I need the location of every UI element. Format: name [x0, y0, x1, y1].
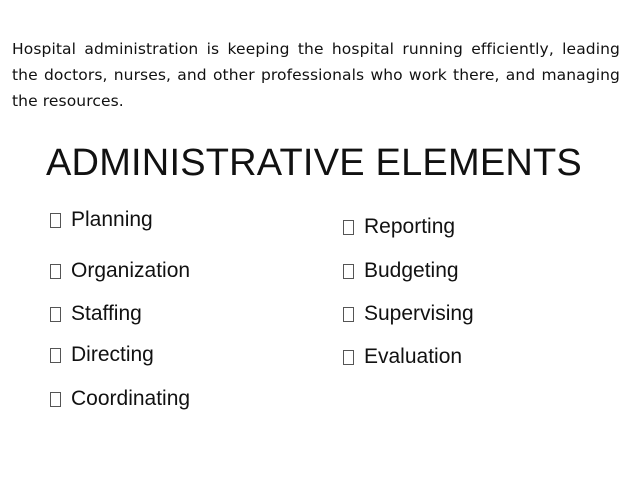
list-item-organization: [50, 257, 190, 285]
list-item-label: Reporting: [364, 215, 456, 238]
list-item-evaluation: [343, 343, 462, 371]
intro-paragraph: Hospital administration is keeping the hospital running efficiently, leading the doctors, nurses, and other professionals who work there, and managing the resources.: [12, 40, 620, 110]
bullet-box-icon: [50, 213, 61, 228]
list-item-staffing: [50, 300, 142, 328]
slide-heading: ADMINISTRATIVE ELEMENTS: [46, 142, 582, 184]
bullet-box-icon: [343, 264, 354, 279]
list-item-label: Coordinating: [71, 387, 191, 410]
bullet-box-icon: [50, 307, 61, 322]
bullet-box-icon: [50, 348, 61, 363]
list-item-label: Evaluation: [364, 345, 463, 368]
bullet-box-icon: [343, 220, 354, 235]
list-item-coordinating: [50, 385, 190, 413]
list-item-label: Organization: [71, 259, 191, 282]
list-item-label: Supervising: [364, 302, 474, 325]
list-item-label: Planning: [71, 208, 153, 231]
list-item-planning: [50, 206, 153, 234]
bullet-box-icon: [50, 264, 61, 279]
list-item-supervising: [343, 300, 474, 328]
list-item-label: Budgeting: [364, 259, 459, 282]
bullet-box-icon: [50, 392, 61, 407]
list-item-reporting: [343, 213, 455, 241]
bullet-box-icon: [343, 307, 354, 322]
bullet-box-icon: [343, 350, 354, 365]
list-item-label: Directing: [71, 343, 154, 366]
list-item-label: Staffing: [71, 302, 142, 325]
list-item-budgeting: [343, 257, 459, 285]
list-item-directing: [50, 341, 154, 369]
